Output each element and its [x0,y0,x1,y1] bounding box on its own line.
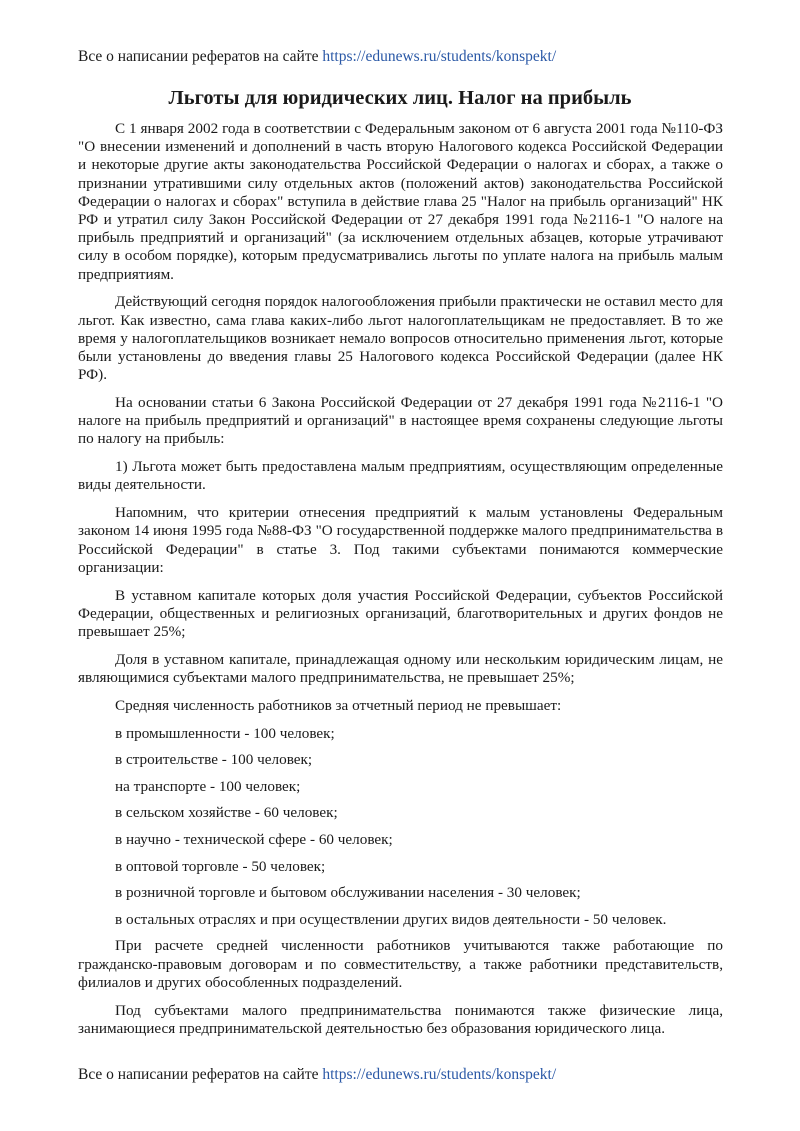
page-header [78,48,556,66]
limit-item: в оптовой торговле - 50 человек; [115,857,326,875]
limit-item: в промышленности - 100 человек; [115,724,335,742]
paragraph: С 1 января 2002 года в соответствии с Федеральным законом от 6 августа 2001 года №110-ФЗ "О внесении изменений и дополнений в часть вторую Налогового кодекса Российской Федерации и некоторые другие акты законодательства Российской Федерации о налогах и сборах, а также о признании утратившими силу отдельных актов (положений актов) законодательства Российской Федерации о налогах и сборах" вступила в действие глава 25 "Налог на прибыль организаций" НК РФ и утратил силу Закон Российской Федерации от 27 декабря 1991 года №2116-1 "О налоге на прибыль предприятий и организаций" (за исключением отдельных абзацев, которые утрачивают силу в особом порядке), которым предусматривались льготы по уплате налога на прибыль малым предприятиям. [78,120,723,283]
paragraph: Действующий сегодня порядок налогообложения прибыли практически не оставил место для льгот. Как известно, сама глава каких-либо льгот налогоплательщикам не предоставляет. В то же время у налогоплательщиков возникает немало вопросов относительно применения льгот, которые были установлены до введения главы 25 Налогового кодекса Российской Федерации (далее НК РФ). [78,293,723,384]
paragraph: Под субъектами малого предпринимательства понимаются также физические лица, занимающиеся предпринимательской деятельностью без образования юридического лица. [78,1001,723,1037]
paragraph: 1) Льгота может быть предоставлена малым предприятиям, осуществляющим определенные виды деятельности. [78,458,723,494]
footer-link[interactable]: https://edunews.ru/students/konspekt/ [322,1066,557,1083]
document-title: Льготы для юридических лиц. Налог на прибыль [168,87,632,109]
header-link[interactable]: https://edunews.ru/students/konspekt/ [322,48,557,65]
limit-item: в научно - технической сфере - 60 человек; [115,831,393,849]
limit-item: в остальных отраслях и при осуществлении других видов деятельности - 50 человек. [115,910,667,928]
footer-text: Все о написании рефератов на сайте [78,1066,323,1083]
paragraph: В уставном капитале которых доля участия Российской Федерации, субъектов Российской Федерации, общественных и религиозных организаций, благотворительных и других фондов не превышает 25%; [78,586,723,641]
paragraph: На основании статьи 6 Закона Российской Федерации от 27 декабря 1991 года №2116-1 "О налоге на прибыль предприятий и организаций" в настоящее время сохранены следующие льготы по налогу на прибыль: [78,394,723,448]
header-text: Все о написании рефератов на сайте [78,48,323,65]
limit-item: в строительстве - 100 человек; [115,751,313,769]
limit-item: в розничной торговле и бытовом обслуживании населения - 30 человек; [115,884,581,902]
page-footer [78,1066,556,1084]
paragraph: Напомним, что критерии отнесения предприятий к малым установлены Федеральным законом 14 июня 1995 года №88-ФЗ "О государственной поддержке малого предпринимательства в Российской Федерации" в статье 3. Под такими субъектами понимаются коммерческие организации: [78,504,723,576]
paragraph: Доля в уставном капитале, принадлежащая одному или нескольким юридическим лицам, не являющимися субъектами малого предпринимательства, не превышает 25%; [78,650,723,687]
limit-item: в сельском хозяйстве - 60 человек; [115,804,338,822]
paragraph: Средняя численность работников за отчетный период не превышает: [115,696,562,714]
document-body [78,120,723,1048]
limit-item: на транспорте - 100 человек; [115,777,301,795]
paragraph: При расчете средней численности работников учитываются также работающие по гражданско-правовым договорам и по совместительству, а также работники представительств, филиалов и других обособленных подразделений. [78,937,723,991]
